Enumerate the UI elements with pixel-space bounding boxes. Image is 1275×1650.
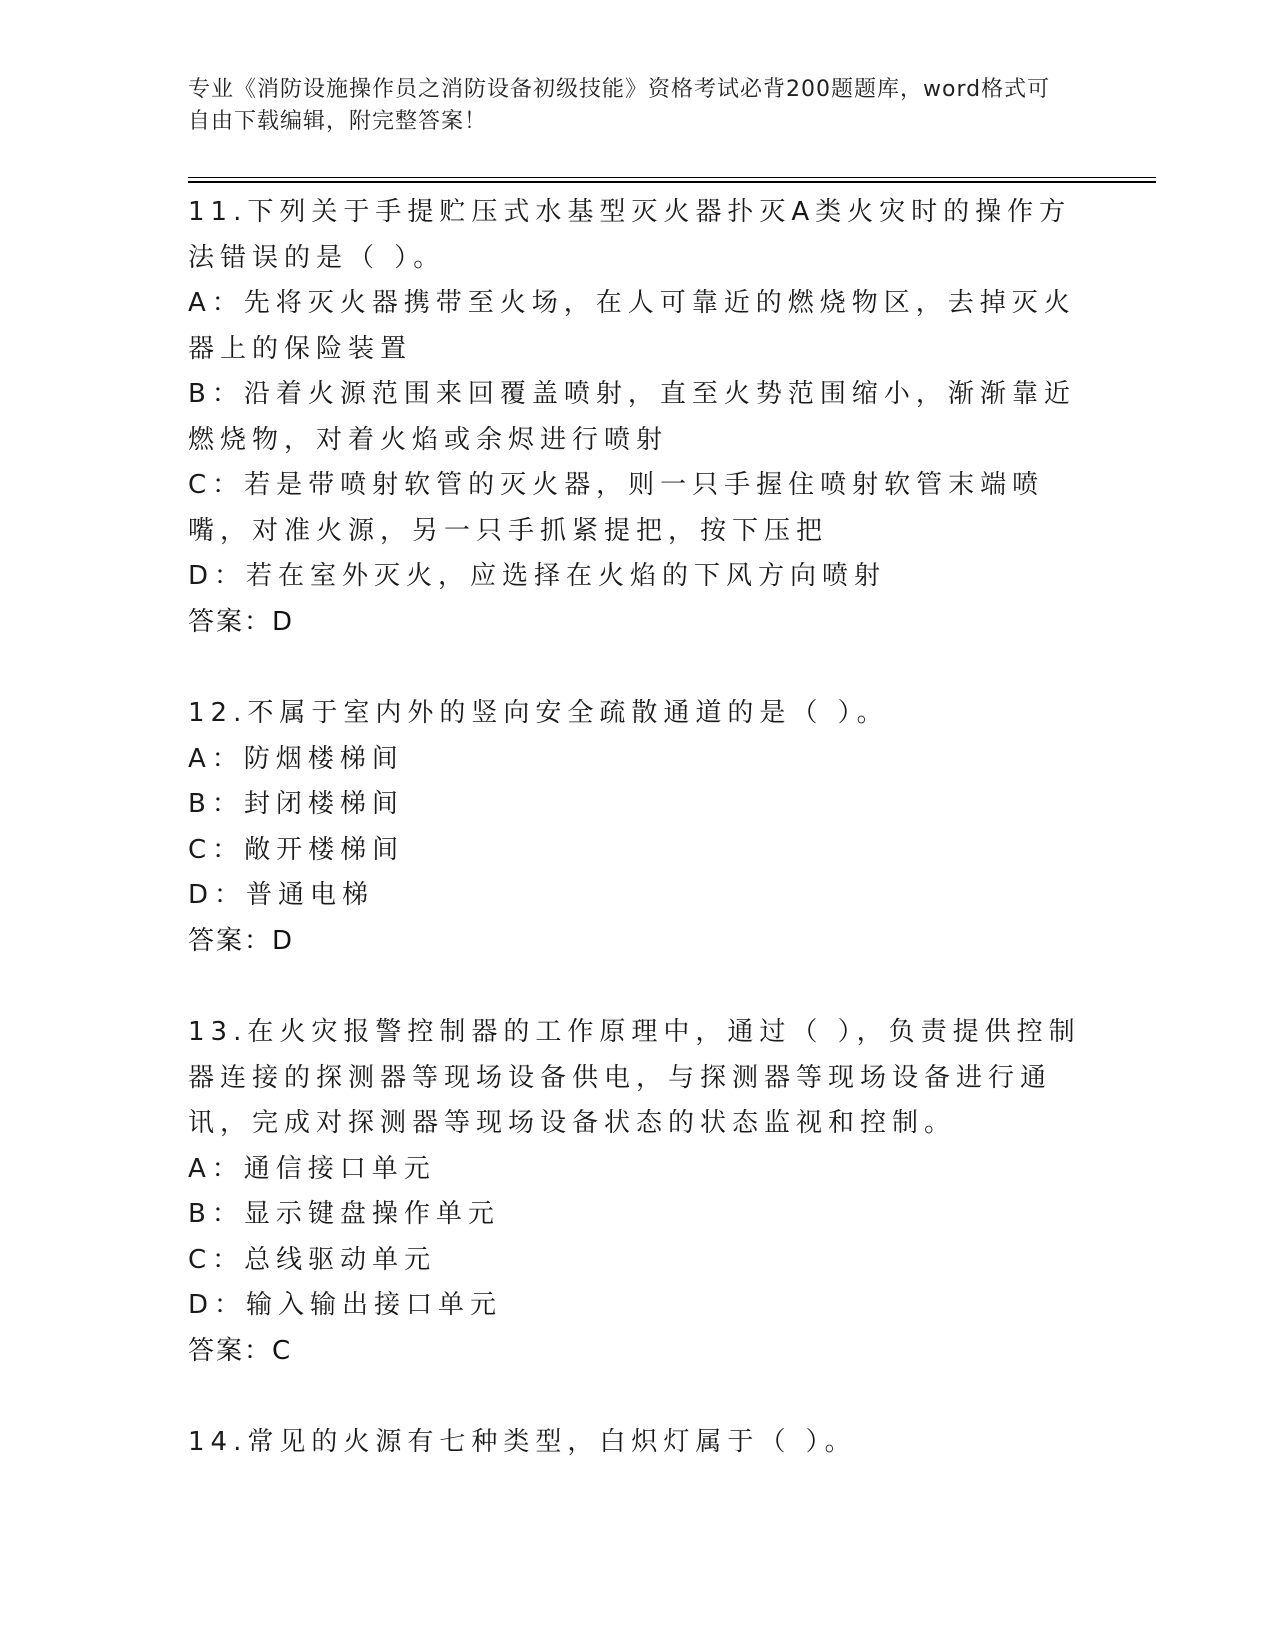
question-list — [188, 190, 1088, 1512]
header-divider-thin — [188, 177, 1156, 178]
option-b: B：封闭楼梯间 — [188, 789, 404, 819]
question-stem: 13.在火灾报警控制器的工作原理中，通过（ ），负责提供控制器连接的探测器等现场设备供电，与探测器等现场设备进行通讯，完成对探测器等现场设备状态的状态监视和控制。 — [188, 1017, 1081, 1138]
option-d: D：普通电梯 — [188, 880, 375, 910]
document-header: 专业《消防设施操作员之消防设备初级技能》资格考试必背200题题库，word格式可自由下载编辑，附完整答案！ — [188, 77, 1051, 134]
option-c: C：若是带喷射软管的灭火器，则一只手握住喷射软管末端喷嘴，对准火源，另一只手抓紧提把，按下压把 — [188, 470, 1045, 546]
option-a: A：防烟楼梯间 — [188, 743, 404, 774]
answer: 答案：D — [188, 606, 295, 637]
question-stem: 14.常见的火源有七种类型，白炽灯属于（ ）。 — [188, 1427, 857, 1457]
option-b: B：沿着火源范围来回覆盖喷射，直至火势范围缩小，渐渐靠近燃烧物，对着火焰或余烬进行喷射 — [188, 379, 1076, 455]
question-stem: 12.不属于室内外的竖向安全疏散通道的是（ ）。 — [188, 698, 889, 728]
option-a: A：通信接口单元 — [188, 1153, 436, 1184]
option-b: B：显示键盘操作单元 — [188, 1199, 500, 1229]
option-c: C：敞开楼梯间 — [188, 834, 405, 865]
question-11 — [188, 190, 1088, 645]
answer: 答案：D — [188, 925, 295, 956]
answer: 答案：C — [188, 1335, 293, 1366]
question-14 — [188, 1420, 1088, 1466]
question-13 — [188, 1010, 1088, 1374]
option-d: D：输入输出接口单元 — [188, 1290, 503, 1320]
option-d: D：若在室外灭火，应选择在火焰的下风方向喷射 — [188, 561, 887, 591]
option-a: A：先将灭火器携带至火场，在人可靠近的燃烧物区，去掉灭火器上的保险装置 — [188, 288, 1076, 364]
header-divider-thick — [188, 181, 1156, 183]
question-12 — [188, 691, 1088, 964]
option-c: C：总线驱动单元 — [188, 1244, 437, 1275]
question-stem: 11.下列关于手提贮压式水基型灭火器扑灭A类火灾时的操作方法错误的是（ ）。 — [188, 197, 1072, 273]
